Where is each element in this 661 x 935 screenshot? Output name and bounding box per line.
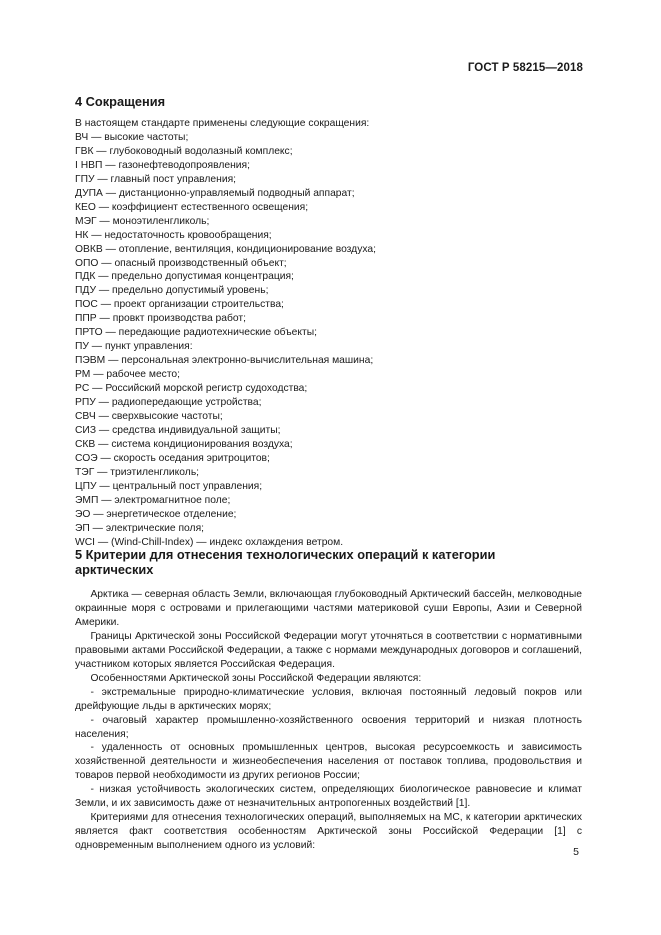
abbreviation-item: ПДК — предельно допустимая концентрация; — [75, 271, 294, 283]
abbreviation-item: РПУ — радиопередающие устройства; — [75, 397, 262, 409]
abbreviation-item: ЭП — электрические поля; — [75, 522, 205, 534]
body-paragraph: Границы Арктической зоны Российской Федерации могут уточняться в соответствии с нормативными правовыми актами Российской Федерации, а также с нормами международных договоров и соглашений, участником которых является Российская Федерация. — [75, 630, 582, 670]
document-code: ГОСТ Р 58215—2018 — [467, 62, 583, 74]
abbreviation-item: СИЗ — средства индивидуальной защиты; — [75, 424, 281, 436]
abbreviation-item: ВЧ — высокие частоты; — [75, 131, 189, 143]
body-paragraph: Критериями для отнесения технологических операций, выполняемых на МС, к категории арктических является факт соответствия особенностям Арктической зоны Российской Федерации [1] с одновременным выполнением одного из условий: — [75, 812, 582, 852]
abbreviation-item: СВЧ — сверхвысокие частоты; — [75, 411, 223, 423]
list-item: - удаленность от основных промышленных центров, высокая ресурсоемкость и зависимость хозяйственной деятельности и жизнеобеспечения населения от поставок топлива, продовольствия и товаров первой необходимости из других регионов России; — [75, 742, 582, 782]
abbreviation-item: РМ — рабочее место; — [75, 369, 181, 381]
page-number: 5 — [573, 846, 579, 858]
list-item: - низкая устойчивость экологических систем, определяющих биологическое равновесие и климат Земли, и их зависимость даже от незначительных антропогенных воздействий [1]. — [75, 784, 582, 810]
abbreviation-item: ЭМП — электромагнитное поле; — [75, 494, 231, 506]
section-5-body — [75, 588, 582, 853]
abbreviation-item: МЭГ — моноэтиленгликоль; — [75, 215, 210, 227]
abbreviation-intro: В настоящем стандарте применены следующие сокращения: — [75, 118, 370, 129]
abbreviation-item: ДУПА — дистанционно-управляемый подводный аппарат; — [75, 187, 355, 199]
abbreviation-item: ПРТО — передающие радиотехнические объекты; — [75, 327, 317, 339]
abbreviation-item: ПУ — пункт управления: — [75, 341, 193, 353]
abbreviation-item: НК — недостаточность кровообращения; — [75, 229, 272, 241]
body-paragraph: Особенностями Арктической зоны Российской Федерации являются: — [90, 672, 422, 684]
list-item: - экстремальные природно-климатические условия, включая постоянный ледовый покров или дрейфующие льды в арктических морях; — [75, 686, 582, 712]
abbreviation-item: СКВ — система кондиционирования воздуха; — [75, 438, 293, 450]
abbreviation-item: КЕО — коэффициент естественного освещения; — [75, 201, 309, 213]
abbreviation-item: ПЭВМ — персональная электронно-вычислительная машина; — [75, 355, 374, 367]
abbreviation-item: ППР — провкт производства работ; — [75, 313, 246, 325]
abbreviation-item: ГПУ — главный пост управления; — [75, 173, 237, 185]
abbreviation-item: PC — Российский морской регистр судоходства; — [75, 383, 308, 395]
abbreviation-item: I НВП — газонефтеводопроявления; — [75, 159, 250, 171]
section-5-title-line: арктических — [75, 562, 154, 577]
abbreviation-item: ОПО — опасный производственный объект; — [75, 257, 287, 269]
abbreviation-item: ЭО — энергетическое отделение; — [75, 508, 237, 520]
section-4-title: 4 Сокращения — [75, 94, 166, 109]
list-item: - очаговый характер промышленно-хозяйственного освоения территорий и низкая плотность населения; — [75, 714, 582, 740]
abbreviation-item: ГВК — глубоководный водолазный комплекс; — [75, 145, 293, 157]
abbreviation-item: ПДУ — предельно допустимый уровень; — [75, 285, 269, 297]
abbreviation-item: WCI — (Wind-Chill-Index) — индекс охлаждения ветром. — [75, 536, 344, 548]
abbreviation-item: СОЭ — скорость оседания эритроцитов; — [75, 452, 270, 464]
abbreviation-item: ПОС — проект организации строительства; — [75, 299, 284, 311]
body-paragraph: Арктика — северная область Земли, включающая глубоководный Арктический бассейн, мелководные окраинные моря с островами и прилегающими частями материковой суши Европы, Азии и Северной Америки. — [75, 589, 582, 628]
abbreviation-item: ЦПУ — центральный пост управления; — [75, 480, 263, 492]
abbreviation-item: ТЭГ — триэтиленгликоль; — [75, 466, 200, 478]
section-5-title-line: 5 Критерии для отнесения технологических операций к категории — [75, 547, 496, 562]
abbreviation-item: ОВКВ — отопление, вентиляция, кондиционирование воздуха; — [75, 243, 376, 255]
section-5-title — [75, 547, 495, 577]
abbreviation-list — [75, 117, 595, 550]
